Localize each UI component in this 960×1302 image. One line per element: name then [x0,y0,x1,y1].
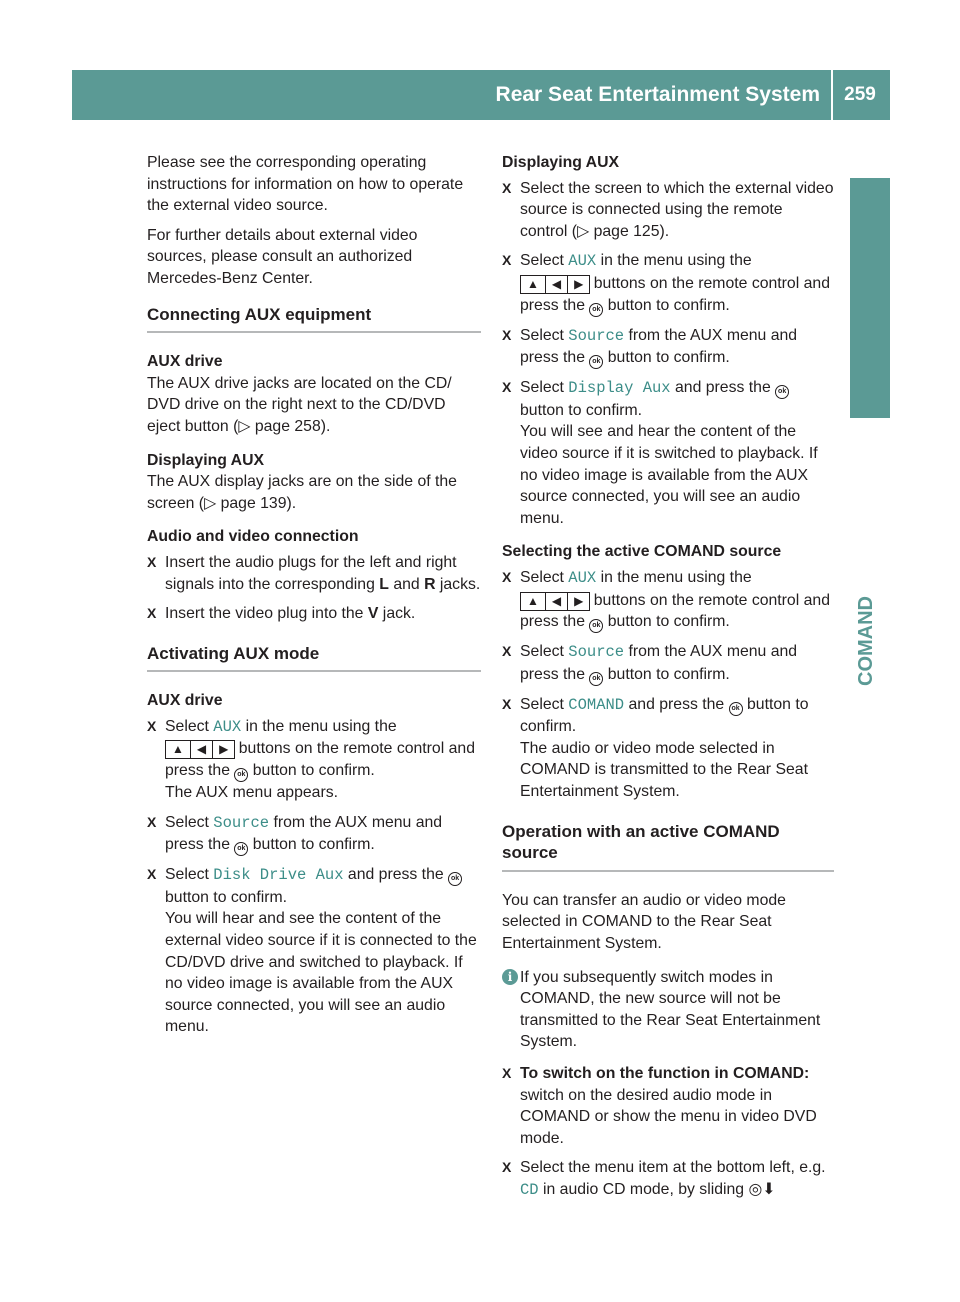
side-tab [850,178,890,418]
info-note: i If you subsequently switch modes in COMAND, the new source will not be transmitted to the Rear Seat Entertainment System. [502,967,834,1053]
header-title: Rear Seat Entertainment System [495,83,820,106]
left-arrow-icon: ◀ [545,275,568,294]
up-arrow-icon: ▲ [520,275,546,294]
step-marker-icon: X [502,1065,512,1081]
left-arrow-icon: ◀ [545,592,568,611]
subheading: Selecting the active COMAND source [502,543,782,561]
right-arrow-icon: ▶ [567,592,590,611]
instruction-step: X Insert the video plug into the V jack. [147,603,481,625]
ok-button-icon: ok [234,842,248,856]
instruction-step: X Select AUX in the menu using the ▲ ◀ ▶ buttons on the remote control and press the ok button to confirm. [502,250,834,316]
instruction-step: X Select AUX in the menu using the ▲ ◀ ▶ buttons on the remote control and press the ok button to confirm. [502,567,834,633]
ok-button-icon: ok [448,872,462,886]
paragraph: Please see the corresponding operating instructions for information on how to operate the external video source. [147,154,464,215]
step-marker-icon: X [502,179,512,196]
instruction-step: X Select COMAND and press the ok button to confirm. The audio or video mode selected in COMAND is transmitted to the Rear Seat Entertainment System. [502,695,809,801]
step-marker-icon: X [147,717,157,734]
step-marker-icon: X [502,379,512,396]
section-heading: Operation with an active COMAND source [502,821,834,872]
subheading: Displaying AUX [147,451,265,469]
up-arrow-icon: ▲ [165,740,191,759]
subheading: AUX drive [147,692,223,710]
instruction-step: X Select Source from the AUX menu and press the ok button to confirm. [502,325,834,370]
instruction-step: X Select the menu item at the bottom left, e.g. CD in audio CD mode, by sliding ◎⬇ [502,1159,826,1199]
ok-button-icon: ok [589,303,603,317]
step-marker-icon: X [502,695,512,712]
right-arrow-icon: ▶ [567,275,590,294]
left-arrow-icon: ◀ [190,740,213,759]
step-marker-icon: X [147,605,157,622]
page-number: 259 [844,84,876,105]
section-heading: Activating AUX mode [147,643,481,673]
subheading: AUX drive [147,353,223,371]
section-heading: Connecting AUX equipment [147,304,481,334]
instruction-step: X Select Source from the AUX menu and press the ok button to confirm. [147,812,481,857]
side-label: COMAND [855,596,877,686]
navigation-keys [520,590,589,612]
instruction-step: X Select Source from the AUX menu and press the ok button to confirm. [502,641,834,686]
right-arrow-icon: ▶ [212,740,235,759]
instruction-step: X Insert the audio plugs for the left and right signals into the corresponding L and R jacks. [147,553,481,593]
navigation-keys [520,273,589,295]
step-marker-icon: X [502,252,512,269]
step-marker-icon: X [147,866,157,883]
step-marker-icon: X [502,326,512,343]
step-marker-icon: X [147,813,157,830]
ok-button-icon: ok [589,619,603,633]
ok-button-icon: ok [589,355,603,369]
instruction-step: X Select AUX in the menu using the ▲ ◀ ▶ buttons on the remote control and press the ok button to confirm. The AUX menu appears. [147,717,475,802]
subheading: Displaying AUX [502,154,620,171]
left-column [147,152,481,1046]
ok-button-icon: ok [589,672,603,686]
instruction-step: X Select Display Aux and press the ok button to confirm. You will see and hear the content of the video source if it is switched to playback. If no video image is available from the AUX source connected, you will see an audio menu. [502,379,818,527]
header-divider [831,70,833,120]
paragraph: The AUX drive jacks are located on the CD/ DVD drive on the right next to the CD/DVD eject button (▷ page 258). [147,374,452,435]
step-marker-icon: X [502,568,512,585]
subheading: Audio and video connection [147,528,359,546]
info-icon: i [502,969,518,985]
step-marker-icon: X [502,1159,512,1176]
navigation-keys [165,738,234,760]
paragraph: You can transfer an audio or video mode selected in COMAND to the Rear Seat Entertainment System. [502,891,786,953]
ok-button-icon: ok [729,702,743,716]
ok-button-icon: ok [775,385,789,399]
paragraph: The AUX display jacks are on the side of the screen (▷ page 139). [147,473,457,512]
instruction-step: X Select Disk Drive Aux and press the ok button to confirm. You will hear and see the content of the external video source if it is connected to the CD/DVD drive and switched to playback. If no video image is available from the AUX source connected, you will see an audio menu. [147,866,477,1036]
right-column [502,152,834,1210]
instruction-step: X To switch on the function in COMAND: switch on the desired audio mode in COMAND or show the menu in video DVD mode. [502,1065,817,1147]
up-arrow-icon: ▲ [520,592,546,611]
page-header [72,70,890,120]
paragraph: For further details about external video sources, please consult an authorized Mercedes-Benz Center. [147,226,418,287]
step-marker-icon: X [502,643,512,660]
step-marker-icon: X [147,553,157,570]
ok-button-icon: ok [234,768,248,782]
instruction-step: X Select the screen to which the external video source is connected using the remote control (▷ page 125). [502,179,834,240]
